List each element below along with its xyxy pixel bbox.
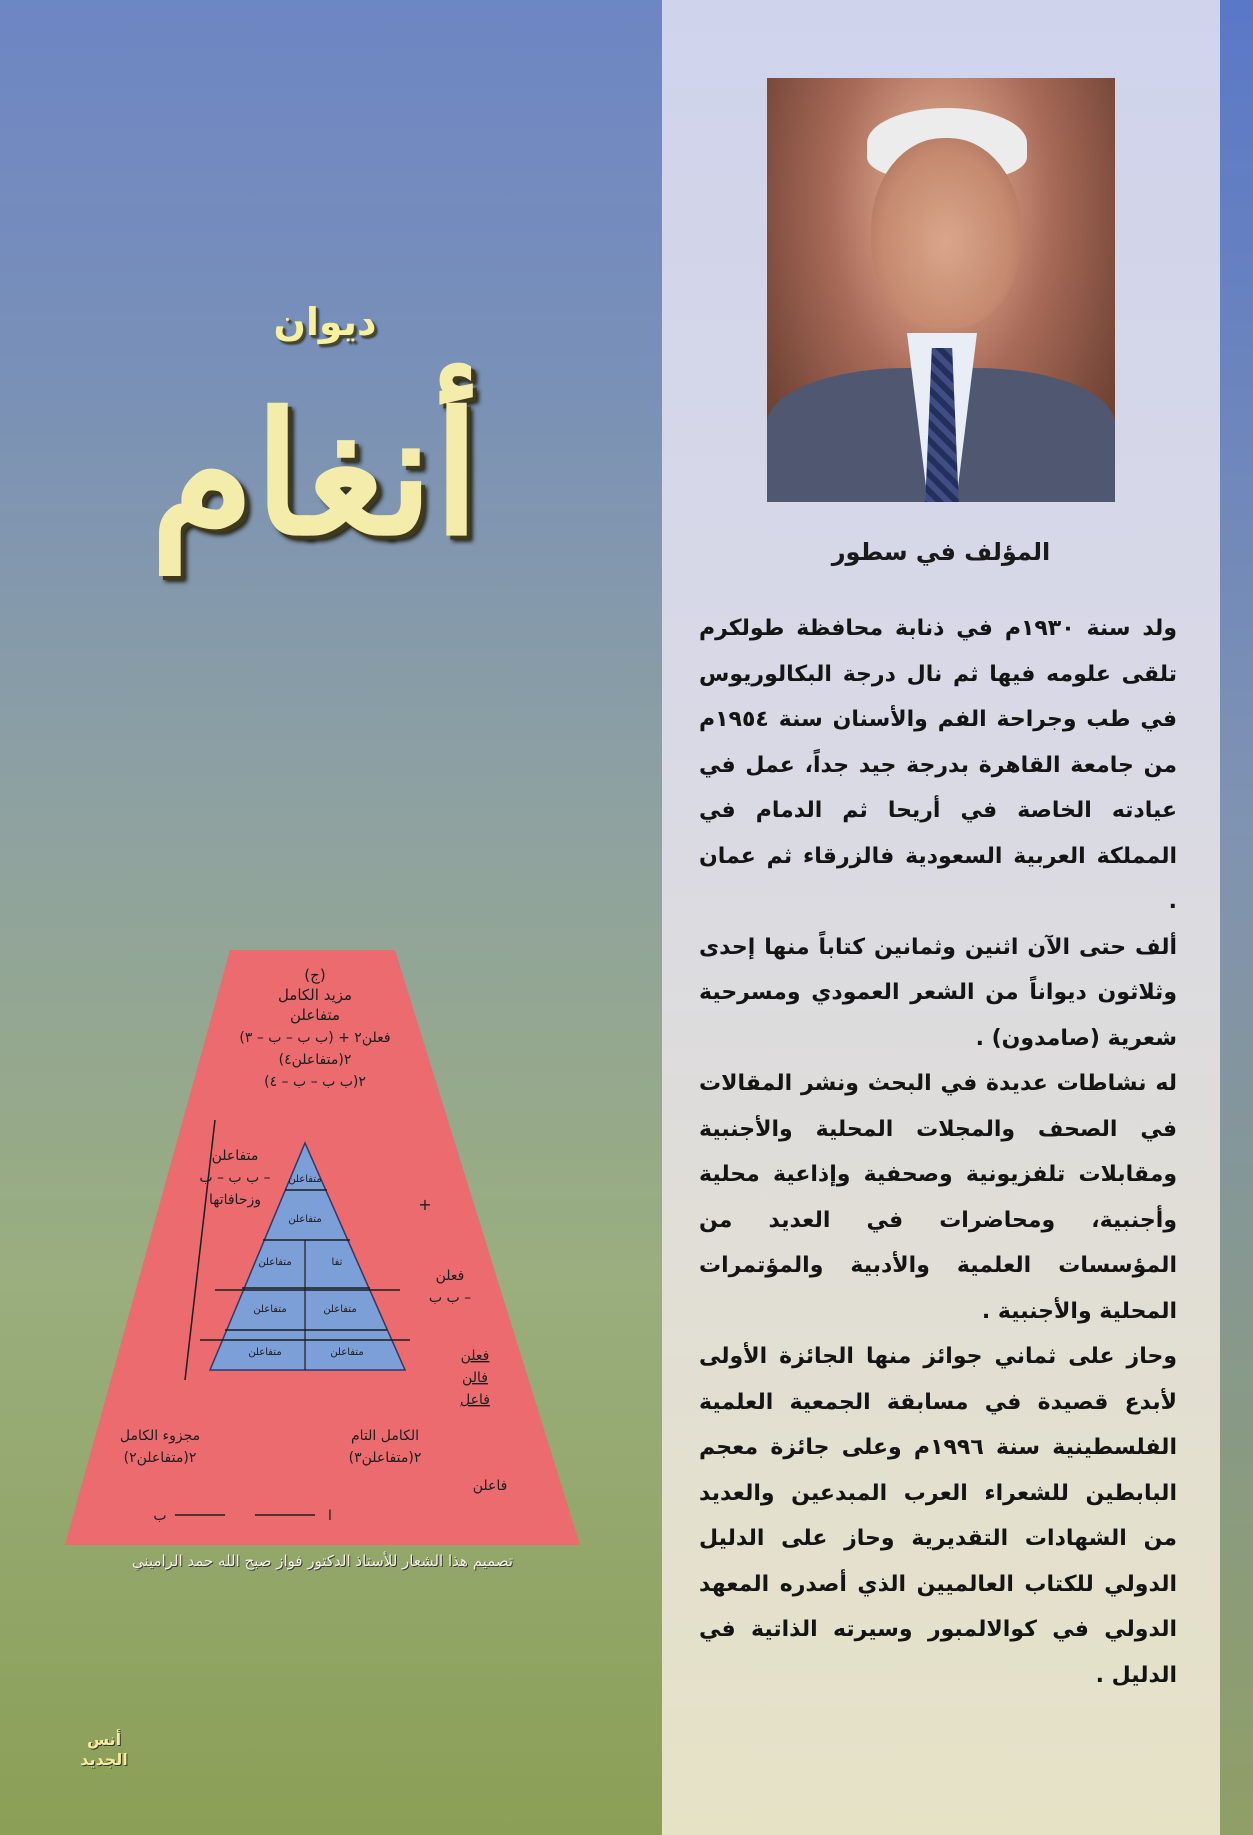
diagram-right-middle: ب ب – bbox=[428, 1290, 472, 1306]
diagram-left-upper: متفاعلن bbox=[211, 1148, 259, 1164]
diagram-left-lower: (متفاعلن٢)٢ bbox=[123, 1450, 197, 1466]
diagram-top-line: (ب ب – ب – ٤)٢ bbox=[264, 1074, 366, 1090]
pyramid-cell: متفاعلن bbox=[288, 1214, 322, 1225]
pyramid-cell: تفا bbox=[331, 1257, 343, 1268]
diagram-arrow-label: ا bbox=[328, 1508, 332, 1524]
diagram-plus: + bbox=[418, 1195, 432, 1214]
meter-diagram bbox=[65, 950, 580, 1545]
diagram-top-line: مزيد الكامل bbox=[277, 986, 353, 1004]
diagram-left-upper: وزحافاتها bbox=[208, 1192, 262, 1208]
bio-paragraph: وحاز على ثماني جوائز منها الجائزة الأولى لأبدع قصيدة في مسابقة الجمعية العلمية الفلسطينية سنة ١٩٩٦م وعلى جائزة معجم البابطين للشعراء العرب المبدعين والعديد من الشهادات التقديرية وحاز على الدليل الدولي للكتاب العالميين الذي أصدره المعهد الدولي في كوالالمبور وسيرته الذاتية في الدليل . bbox=[699, 1344, 1177, 1688]
diagram-top-line: متفاعلن bbox=[289, 1006, 341, 1024]
diagram-center-lower: (متفاعلن٣)٢ bbox=[348, 1450, 422, 1466]
pyramid-cell: متفاعلن bbox=[258, 1257, 292, 1268]
diagram-caption: تصميم هذا الشعار للأستاذ الدكتور فواز صبح الله حمد الراميني bbox=[131, 1552, 514, 1570]
pyramid-cell: متفاعلن bbox=[253, 1304, 287, 1315]
pyramid-cell: متفاعلن bbox=[288, 1174, 322, 1185]
bio-paragraph: ألف حتى الآن اثنين وثمانين كتاباً منها إحدى وثلاثون ديواناً من الشعر العمودي ومسرحية شعرية (صامدون) . bbox=[699, 934, 1177, 1051]
diagram-top-line: (ب ب – ب – ٣) + فعلن٢ bbox=[239, 1030, 391, 1046]
diagram-right-middle: فعلن bbox=[435, 1268, 465, 1284]
author-bio-panel bbox=[662, 0, 1220, 1835]
pyramid-cell: متفاعلن bbox=[330, 1347, 364, 1358]
diagram-right-lower: فاعل bbox=[460, 1392, 490, 1408]
diagram-left-lower: مجزوء الكامل bbox=[119, 1428, 201, 1444]
diagram-top-line: (ج) bbox=[304, 966, 326, 984]
bio-paragraph: له نشاطات عديدة في البحث ونشر المقالات في الصحف والمجلات المحلية والأجنبية ومقابلات تلفزيونية وصحفية وإذاعية محلية وأجنبية، ومحاضرات في العديد من المؤسسات العلمية والأدبية والمؤتمرات المحلية والأجنبية . bbox=[699, 1071, 1177, 1324]
diagram-bottom-right: فاعلن bbox=[472, 1478, 508, 1494]
author-photo bbox=[767, 78, 1115, 502]
bio-text bbox=[699, 606, 1177, 1698]
photo-face bbox=[871, 138, 1021, 328]
pyramid-cell: متفاعلن bbox=[248, 1347, 282, 1358]
diagram-center-lower: الكامل التام bbox=[350, 1428, 420, 1444]
publisher-logo: أنس الجديد bbox=[80, 1730, 128, 1769]
diagram-arrow-label: ب bbox=[153, 1508, 167, 1524]
book-title: أنغام bbox=[150, 375, 480, 573]
diwan-label: ديوان bbox=[273, 300, 377, 344]
diagram-right-lower: فعلن bbox=[460, 1348, 490, 1364]
diagram-top-line: (متفاعلن٤)٢ bbox=[278, 1052, 352, 1068]
pyramid-cell: متفاعلن bbox=[323, 1304, 357, 1315]
diagram-left-upper: ب ب – ب – bbox=[199, 1170, 271, 1186]
diagram-right-lower: فالن bbox=[462, 1370, 488, 1386]
right-edge-strip bbox=[1220, 0, 1253, 1835]
bio-paragraph: ولد سنة ١٩٣٠م في ذنابة محافظة طولكرم تلقى علومه فيها ثم نال درجة البكالوريوس في طب وجراحة الفم والأسنان سنة ١٩٥٤م من جامعة القاهرة بدرجة جيد جداً، عمل في عيادته الخاصة في أريحا ثم الدمام في المملكة العربية السعودية فالزرقاء ثم عمان . bbox=[699, 616, 1177, 914]
bio-heading: المؤلف في سطور bbox=[831, 538, 1051, 566]
